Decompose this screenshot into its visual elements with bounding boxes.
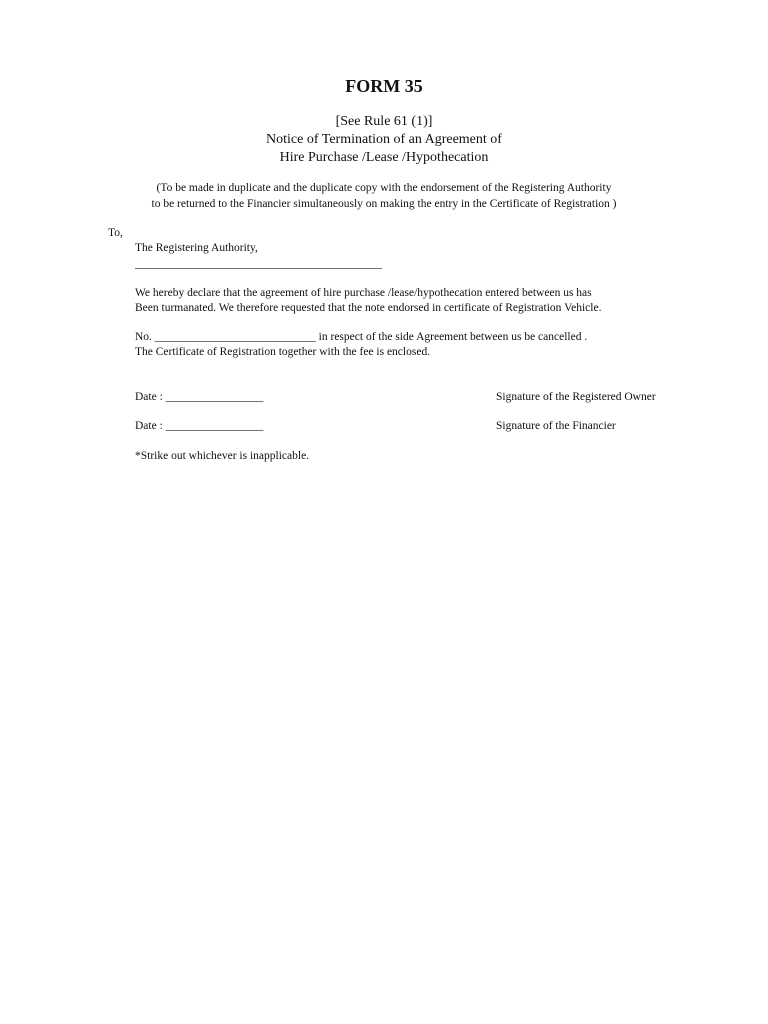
salutation: To,: [108, 227, 123, 239]
footnote: *Strike out whichever is inapplicable.: [135, 450, 310, 462]
declaration-line-2: Been turmanated. We therefore requested that the note endorsed in certificate of Registration Vehicle.: [135, 302, 602, 314]
certificate-enclosed-line: The Certificate of Registration together with the fee is enclosed.: [135, 346, 431, 358]
address-blank-line: ___________________________________________: [135, 258, 383, 270]
form-heading-line-2: Hire Purchase /Lease /Hypothecation: [279, 150, 489, 165]
instruction-note-line-1: (To be made in duplicate and the duplicate copy with the endorsement of the Registering Authority: [156, 182, 612, 194]
financier-date-field: Date : _________________: [135, 420, 264, 432]
agreement-number-line: No. ____________________________ in respect of the side Agreement between us be cancelled .: [135, 331, 588, 343]
addressee: The Registering Authority,: [135, 242, 258, 254]
owner-date-field: Date : _________________: [135, 391, 264, 403]
instruction-note-line-2: to be returned to the Financier simultaneously on making the entry in the Certificate of Registration ): [151, 198, 617, 210]
registered-owner-signature: Signature of the Registered Owner: [496, 391, 656, 403]
rule-reference: [See Rule 61 (1)]: [335, 114, 433, 129]
form-title: FORM 35: [345, 76, 423, 96]
financier-signature: Signature of the Financier: [496, 420, 616, 432]
declaration-line-1: We hereby declare that the agreement of hire purchase /lease/hypothecation entered between us has: [135, 287, 592, 299]
form-heading-line-1: Notice of Termination of an Agreement of: [266, 132, 502, 147]
